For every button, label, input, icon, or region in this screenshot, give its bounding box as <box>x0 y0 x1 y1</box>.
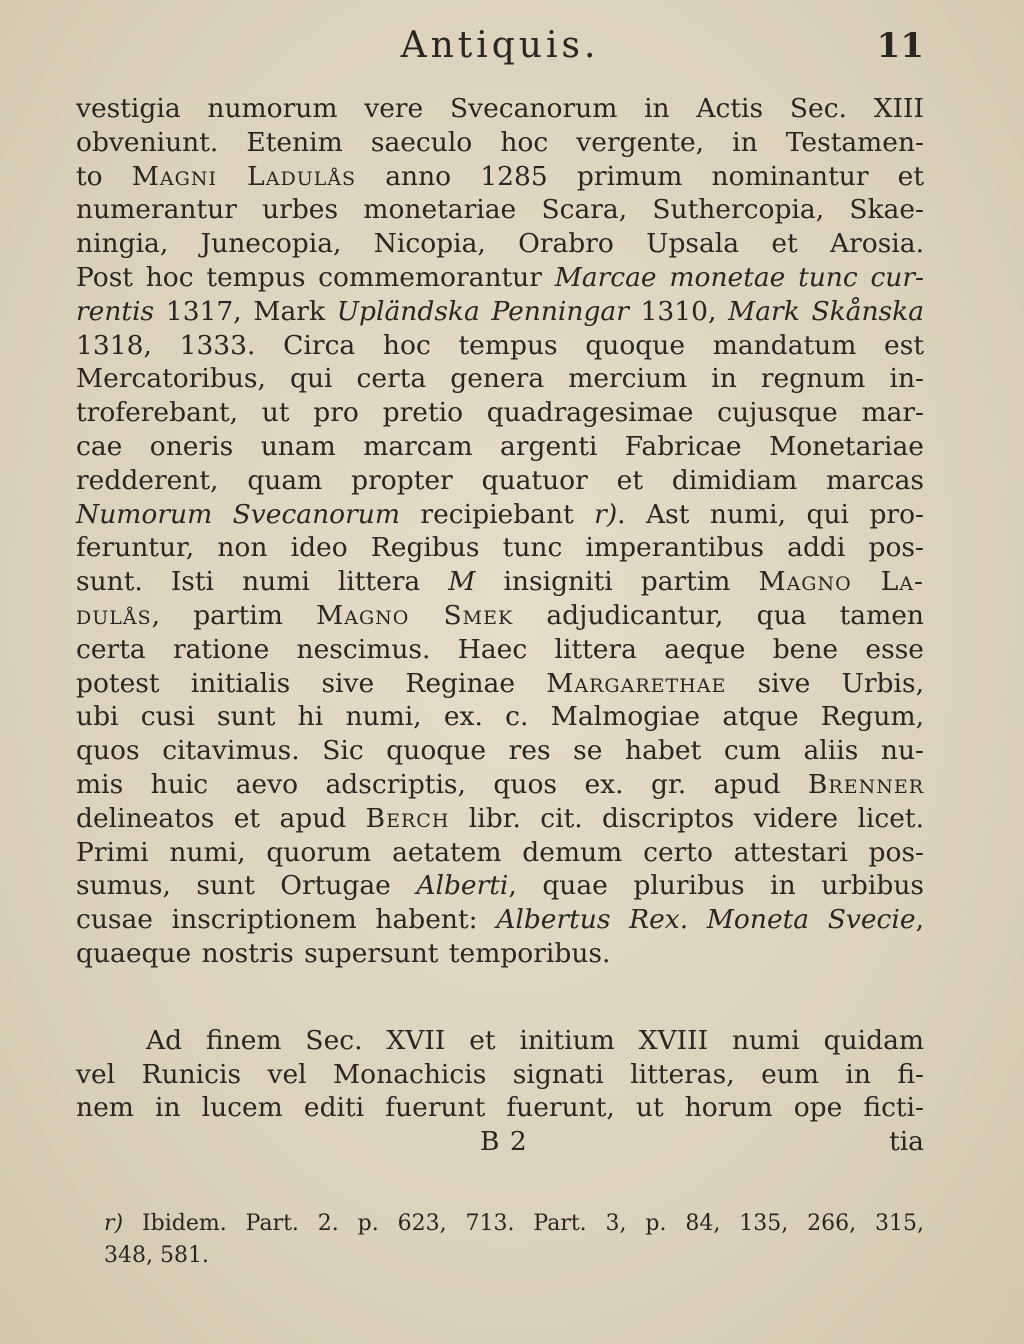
paragraph-gap <box>76 971 924 1024</box>
text-segment: potest initialis sive Reginae <box>76 667 547 699</box>
text-segment: 348, 581. <box>104 1243 209 1268</box>
italic-text: Alberti <box>416 870 509 902</box>
page-number: 11 <box>876 26 924 66</box>
italic-text: rentis <box>76 295 155 327</box>
paragraph-1 <box>76 92 924 971</box>
text-line <box>76 836 924 870</box>
text-segment: ningia, Junecopia, Nicopia, Orabro Upsala et Arosia. <box>76 228 924 260</box>
text-line <box>76 1091 924 1125</box>
text-segment: Ad finem Sec. XVII et initium XVIII numi quidam <box>146 1024 924 1056</box>
italic-text: Upländska Penningar <box>336 295 629 327</box>
text-line <box>76 160 924 194</box>
text-segment: quos citavimus. Sic quoque res se habet cum aliis nu- <box>76 735 924 767</box>
text-line <box>76 362 924 396</box>
text-line <box>76 633 924 667</box>
page-header <box>76 18 924 74</box>
text-segment: Post hoc tempus commemorantur <box>76 261 555 293</box>
text-segment: adjudicantur, qua tamen <box>513 599 924 631</box>
text-segment: sive Urbis, <box>726 667 924 699</box>
text-segment: 1318, 1333. Circa hoc tempus quoque mandatum est <box>76 329 924 361</box>
text-segment: 1310, <box>628 295 729 327</box>
italic-text: r) <box>104 1211 124 1236</box>
text-segment: Ibidem. Part. 2. p. 623, 713. Part. 3, p. 84, 135, 266, 315, <box>123 1211 924 1236</box>
text-segment: ubi cusi sunt hi numi, ex. c. Malmogiae atque Regum, <box>76 701 924 733</box>
italic-text: Mark Skånska <box>728 295 924 327</box>
text-line <box>76 903 924 937</box>
text-segment: Mercatoribus, qui certa genera mercium in regnum in- <box>76 363 924 395</box>
small-caps-name: Brenner <box>807 768 924 800</box>
text-line <box>76 92 924 126</box>
text-line <box>76 1058 924 1092</box>
text-segment: , <box>915 904 924 936</box>
text-line <box>76 396 924 430</box>
running-head: Antiquis. <box>400 25 600 66</box>
text-line <box>76 565 924 599</box>
text-segment: to <box>76 160 132 192</box>
text-segment: quaeque nostris supersunt temporibus. <box>76 937 611 969</box>
text-line <box>76 667 924 701</box>
text-segment: vel Runicis vel Monachicis signati litteras, eum in fi- <box>76 1058 924 1090</box>
text-line <box>76 768 924 802</box>
text-segment: numerantur urbes monetariae Scara, Suthercopia, Skae- <box>76 194 924 226</box>
text-segment: , partim <box>151 599 317 631</box>
text-segment: , quae pluribus in urbibus <box>508 870 924 902</box>
text-segment: cae oneris unam marcam argenti Fabricae Monetariae <box>76 430 924 462</box>
text-segment: vestigia numorum vere Svecanorum in Actis Sec. XIII <box>76 93 924 124</box>
text-segment: . Ast numi, qui pro- <box>617 498 924 530</box>
text-line <box>76 700 924 734</box>
small-caps-name: Berch <box>365 802 450 834</box>
text-line <box>76 1024 924 1058</box>
italic-text: M <box>448 566 476 598</box>
text-line <box>76 126 924 160</box>
small-caps-name: dulås <box>76 599 152 631</box>
small-caps-name: Magno La- <box>758 566 924 598</box>
small-caps-name: Margarethae <box>546 667 727 699</box>
text-segment: recipiebant <box>399 498 595 530</box>
text-segment: redderent, quam propter quatuor et dimidiam marcas <box>76 464 924 496</box>
italic-text: Albertus Rex. Moneta Svecie <box>496 904 916 936</box>
text-line <box>76 193 924 227</box>
text-segment: feruntur, non ideo Regibus tunc imperantibus addi pos- <box>76 532 924 564</box>
small-caps-name: Magni Ladulås <box>131 160 357 192</box>
catchword: tia <box>889 1126 924 1158</box>
text-segment: anno 1285 primum nominantur et <box>356 160 924 192</box>
text-line <box>76 498 924 532</box>
text-segment: troferebant, ut pro pretio quadragesimae cujusque mar- <box>76 397 924 429</box>
signature-mark: B 2 <box>480 1126 527 1158</box>
text-line <box>76 734 924 768</box>
text-line <box>76 531 924 565</box>
text-line <box>76 869 924 903</box>
text-segment: Primi numi, quorum aetatem demum certo attestari pos- <box>76 836 924 868</box>
italic-text: Marcae monetae tunc cur- <box>554 261 924 293</box>
text-segment: mis huic aevo adscriptis, quos ex. gr. apud <box>76 768 808 800</box>
small-caps-name: Magno Smek <box>316 599 514 631</box>
italic-text: r) <box>594 498 618 530</box>
text-line <box>76 261 924 295</box>
text-segment: insigniti partim <box>475 566 759 598</box>
text-line <box>76 599 924 633</box>
text-segment: sunt. Isti numi littera <box>76 566 449 598</box>
text-line <box>76 329 924 363</box>
text-segment: obveniunt. Etenim saeculo hoc vergente, in Testamen- <box>76 126 924 158</box>
text-line <box>76 464 924 498</box>
text-segment: certa ratione nescimus. Haec littera aeque bene esse <box>76 633 924 665</box>
paragraph-2 <box>76 1024 924 1159</box>
footnote <box>104 1208 924 1272</box>
main-text <box>76 92 924 1159</box>
text-segment: sumus, sunt Ortugae <box>76 870 417 902</box>
footnote-line <box>104 1240 924 1272</box>
text-segment: cusae inscriptionem habent: <box>76 904 497 936</box>
signature-line <box>76 1125 924 1159</box>
text-line <box>76 295 924 329</box>
text-segment: 1317, Mark <box>154 295 337 327</box>
text-segment: libr. cit. discriptos videre licet. <box>449 802 924 834</box>
italic-text: Numorum Svecanorum <box>76 498 400 530</box>
text-line <box>76 430 924 464</box>
text-line <box>76 227 924 261</box>
text-line <box>76 802 924 836</box>
footnote-line <box>104 1208 924 1240</box>
text-segment: delineatos et apud <box>76 802 366 834</box>
text-segment: nem in lucem editi fuerunt fuerunt, ut horum ope ficti- <box>76 1092 924 1124</box>
text-line <box>76 937 924 971</box>
